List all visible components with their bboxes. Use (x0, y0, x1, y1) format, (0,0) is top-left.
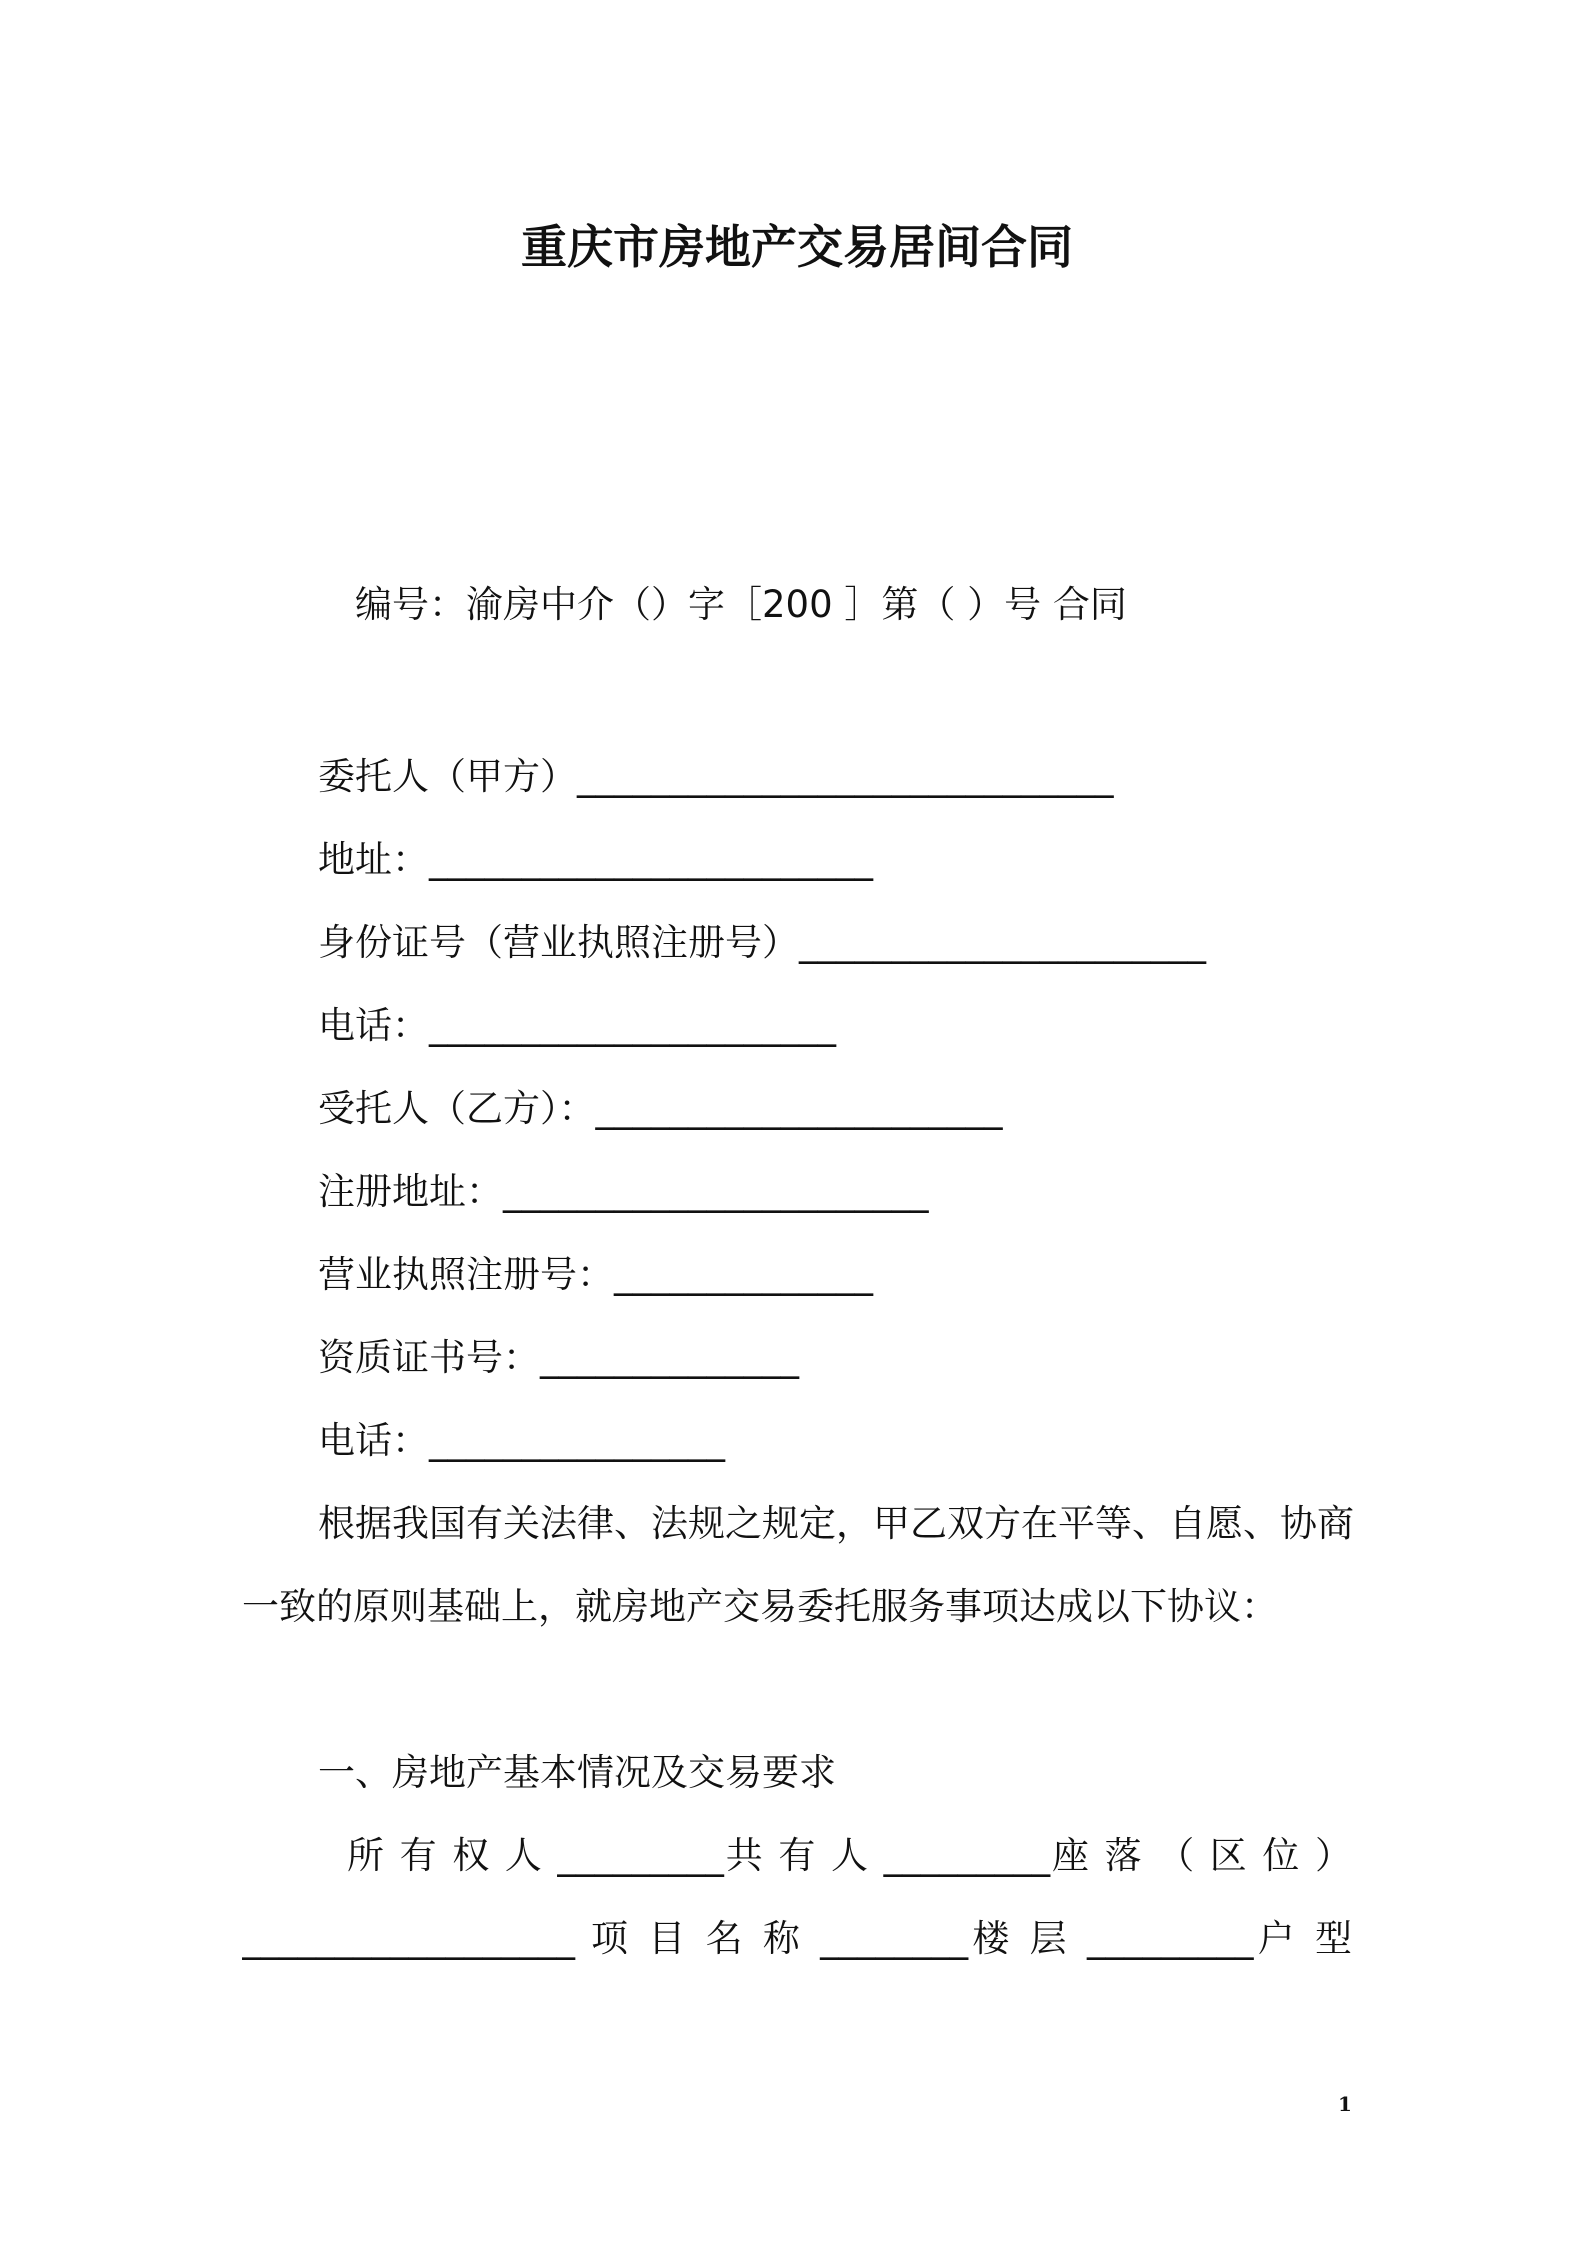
field-row-agent-license (242, 1233, 1352, 1316)
field-blank: ______________________ (595, 1087, 1003, 1130)
field-blank: ________________ (429, 1419, 725, 1462)
section-line: __________________ 项 目 名 称 ________楼 层 _________户 型 (242, 1917, 1352, 1960)
document-body (242, 735, 1352, 1980)
field-row-agent-qualification (242, 1316, 1352, 1399)
page-number: 1 (1338, 2092, 1352, 2116)
field-row-client-phone (242, 984, 1352, 1067)
contract-number: 编号：渝房中介（）字［200 ］第（ ）号 合同 (355, 583, 1127, 626)
field-label: 地址： (318, 838, 429, 881)
field-label: 委托人（甲方） (318, 755, 577, 798)
section-heading: 一、房地产基本情况及交易要求 (318, 1751, 836, 1794)
paragraph-spacer (242, 1648, 1352, 1731)
field-blank: ______________________ (799, 921, 1206, 964)
intro-paragraph-line: 一致的原则基础上，就房地产交易委托服务事项达成以下协议： (242, 1585, 1278, 1628)
field-row-client-id-number (242, 901, 1352, 984)
field-blank: _______________________ (503, 1170, 929, 1213)
intro-paragraph-line: 根据我国有关法律、法规之规定，甲乙双方在平等、自愿、协商 (318, 1502, 1354, 1545)
field-blank: ______________________ (429, 1004, 836, 1047)
document-title: 重庆市房地产交易居间合同 (521, 220, 1073, 274)
field-row-client-address (242, 818, 1352, 901)
field-row-agent-phone (242, 1399, 1352, 1482)
field-label: 资质证书号： (318, 1336, 540, 1379)
field-label: 受托人（乙方）： (318, 1087, 596, 1130)
field-row-agent-address (242, 1150, 1352, 1233)
field-row-agent (242, 1067, 1352, 1150)
field-label: 电话： (318, 1419, 429, 1462)
field-label: 注册地址： (318, 1170, 503, 1213)
field-blank: _____________________________ (577, 755, 1114, 798)
field-blank: ______________ (614, 1253, 873, 1296)
section-line: 所 有 权 人 _________共 有 人 _________座 落 （ 区 位 ） (347, 1834, 1352, 1877)
field-label: 身份证号（营业执照注册号） (318, 921, 799, 964)
field-label: 营业执照注册号： (318, 1253, 614, 1296)
field-blank: ________________________ (429, 838, 873, 881)
field-row-client (242, 735, 1352, 818)
field-blank: ______________ (540, 1336, 799, 1379)
field-label: 电话： (318, 1004, 429, 1047)
